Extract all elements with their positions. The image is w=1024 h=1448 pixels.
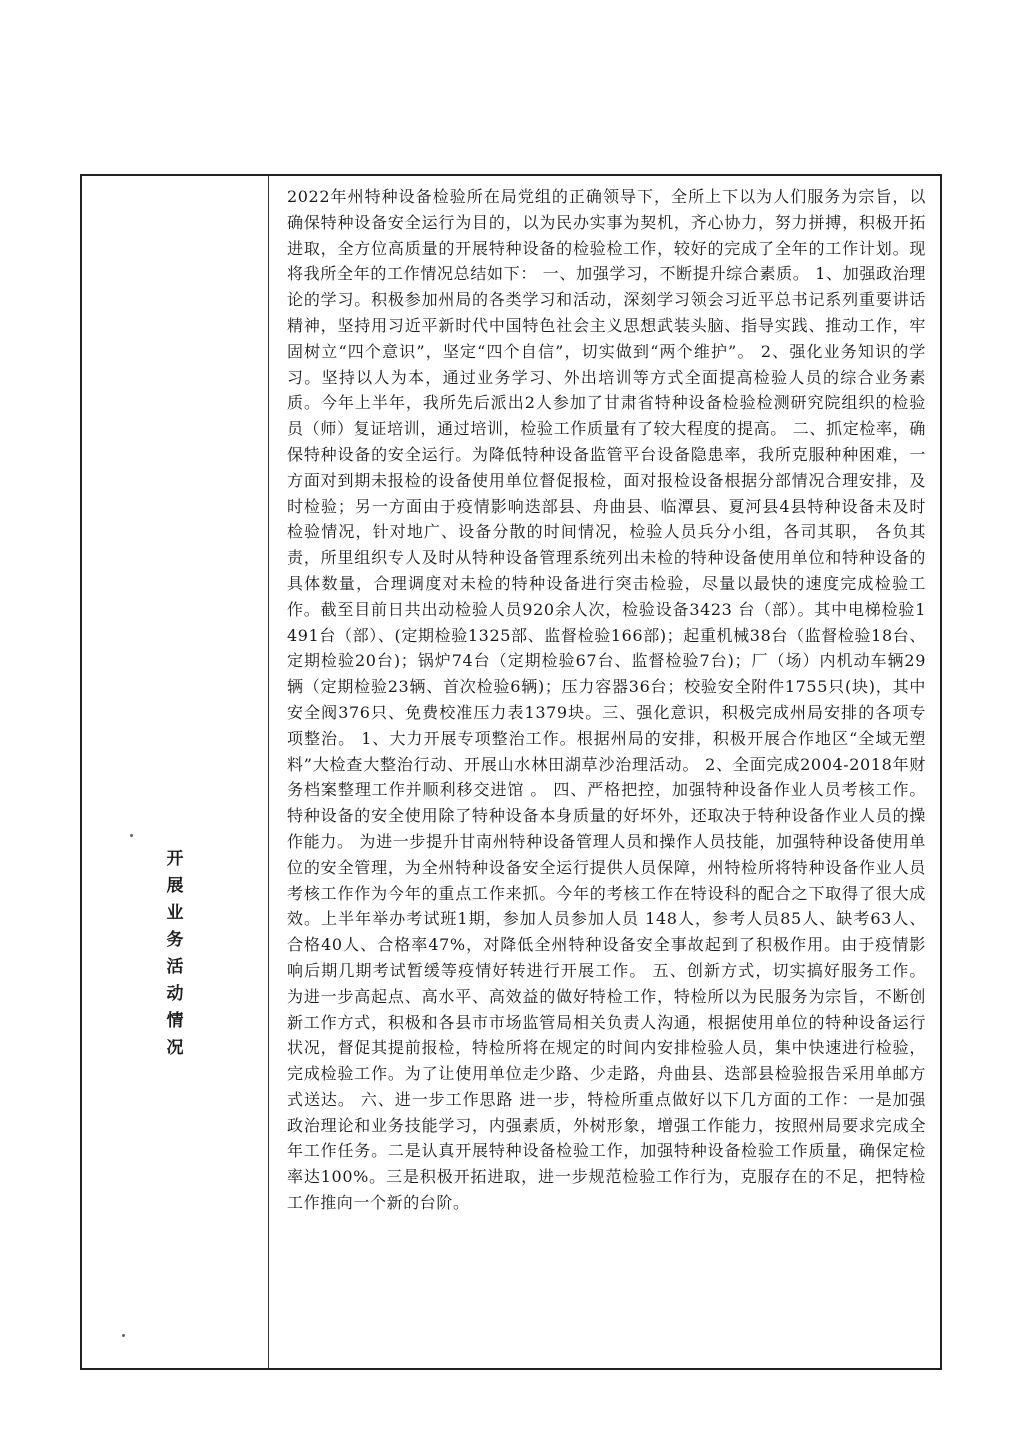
row-label-cell (82, 176, 269, 1368)
row-label-char: 活 (166, 957, 184, 977)
row-label-char: 展 (166, 876, 184, 896)
scan-speck (130, 834, 133, 837)
row-label-char: 务 (166, 930, 184, 950)
row-label-char: 开 (166, 849, 184, 869)
work-summary-text: 2022年州特种设备检验所在局党组的正确领导下，全所上下以为人们服务为宗旨，以确保特种设备安全运行为目的，以为民办实事为契机，齐心协力，努力拼搏，积极开拓进取，全方位高质量的开展特种设备的检验检工作，较好的完成了全年的工作计划。现将我所全年的工作情况总结如下： 一、加强学习，不断提升综合素质。 1、加强政治理论的学习。积极参加州局的各类学习和活动，深刻学习领会习近平总书记系列重要讲话精神，坚持用习近平新时代中国特色社会主义思想武装头脑、指导实践、推动工作，牢固树立“四个意识”，坚定“四个自信”，切实做到“两个维护”。 2、强化业务知识的学习。坚持以人为本，通过业务学习、外出培训等方式全面提高检验人员的综合业务素质。今年上半年，我所先后派出2人参加了甘肃省特种设备检验检测研究院组织的检验员（师）复证培训，通过培训，检验工作质量有了较大程度的提高。 二、抓定检率，确保特种设备的安全运行。为降低特种设备监管平台设备隐患率，我所克服种种困难，一方面对到期未报检的设备使用单位督促报检，面对报检设备根据分部情况合理安排，及时检验；另一方面由于疫情影响迭部县、舟曲县、临潭县、夏河县4县特种设备未及时检验情况，针对地广、设备分散的时间情况，检验人员兵分小组，各司其职， 各负其责，所里组织专人及时从特种设备管理系统列出未检的特种设备使用单位和特种设备的具体数量，合理调度对未检的特种设备进行突击检验，尽量以最快的速度完成检验工作。截至目前日共出动检验人员920余人次，检验设备3423 台（部）。其中电梯检验1491台（部）、(定期检验1325部、监督检验166部)；起重机械38台（监督检验18台、定期检验20台)；锅炉74台（定期检验67台、监督检验7台)；厂（场）内机动车辆29辆（定期检验23辆、首次检验6辆)；压力容器36台；校验安全附件1755只(块)，其中安全阀376只、免费校准压力表1379块。三、强化意识，积极完成州局安排的各项专项整治。 1、大力开展专项整治工作。根据州局的安排，积极开展合作地区“全域无塑料”大检查大整治行动、开展山水林田湖草沙治理活动。 2、全面完成2004-2018年财务档案整理工作并顺利移交进馆 。 四、严格把控，加强特种设备作业人员考核工作。 特种设备的安全使用除了特种设备本身质量的好坏外，还取决于特种设备作业人员的操作能力。 为进一步提升甘南州特种设备管理人员和操作人员技能，加强特种设备使用单位的安全管理，为全州特种设备安全运行提供人员保障，州特检所将特种设备作业人员考核工作作为今年的重点工作来抓。今年的考核工作在特设科的配合之下取得了很大成效。上半年举办考试班1期，参加人员参加人员 148人，参考人员85人、缺考63人、合格40人、合格率47%，对降低全州特种设备安全事故起到了积极作用。由于疫情影响后期几期考试暂缓等疫情好转进行开展工作。 五、创新方式，切实搞好服务工作。 为进一步高起点、高水平、高效益的做好特检工作，特检所以为民服务为宗旨，不断创新工作方式，积极和各县市市场监管局相关负责人沟通，根据使用单位的特种设备运行状况，督促其提前报检，特检所将在规定的时间内安排检验人员，集中快速进行检验，完成检验工作。为了让使用单位走少路、少走路，舟曲县、迭部县检验报告采用单邮方式送达。 六、进一步工作思路 进一步，特检所重点做好以下几方面的工作：一是加强政治理论和业务技能学习，内强素质，外树形象，增强工作能力，按照州局要求完成全年工作任务。二是认真开展特种设备检验工作，加强特种设备检验工作质量，确保定检率达100%。三是积极开拓进取，进一步规范检验工作行为，克服存在的不足，把特检工作推向一个新的台阶。 (287, 187, 926, 1213)
row-label-char: 动 (166, 984, 184, 1004)
row-label-char: 情 (166, 1011, 184, 1031)
row-content-cell (269, 176, 940, 1368)
row-label (82, 846, 268, 1062)
row-label-char: 业 (166, 903, 184, 923)
row-label-char: 况 (166, 1038, 184, 1058)
report-table (80, 174, 942, 1370)
scan-speck (122, 1334, 125, 1337)
